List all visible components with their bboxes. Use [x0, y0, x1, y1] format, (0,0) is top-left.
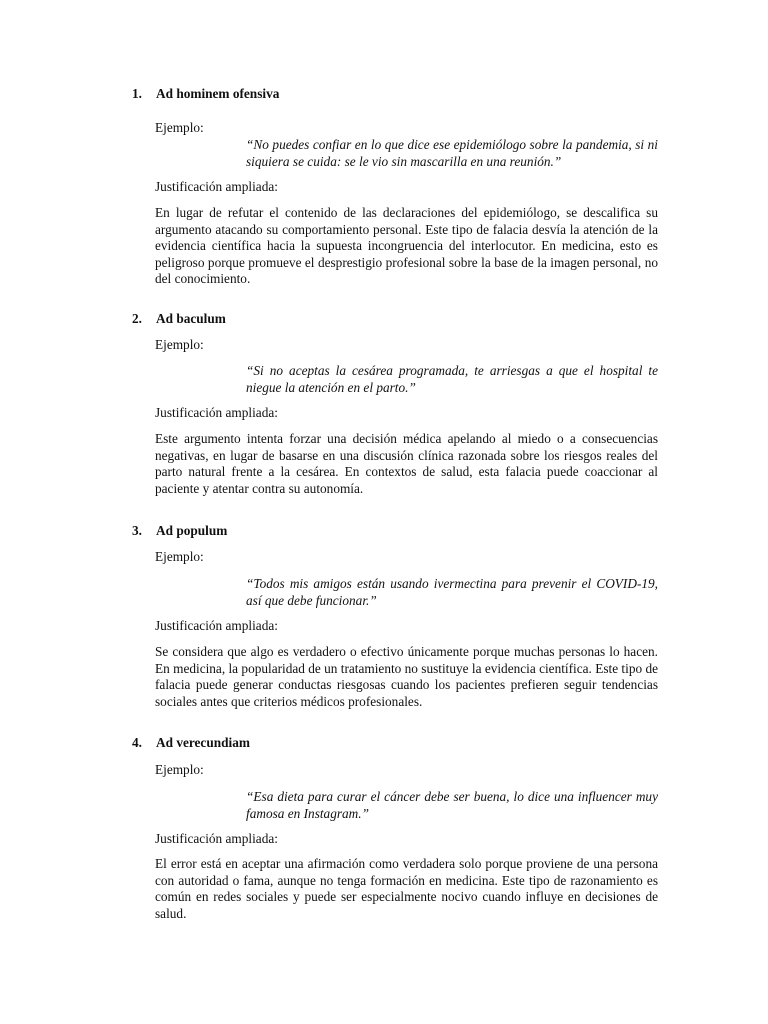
section-heading: [132, 735, 250, 751]
section-title: Ad verecundiam: [156, 735, 250, 750]
section-title: Ad populum: [156, 523, 228, 538]
justification-text: Se considera que algo es verdadero o efectivo únicamente porque muchas personas lo hacen. En medicina, la popularidad de un tratamiento no sustituye la evidencia científica. Este tipo de falacia puede generar conductas riesgosas cuando los pacientes prefieren seguir tendencias sociales antes que criterios médicos profesionales.: [155, 644, 658, 709]
example-quote: “No puedes confiar en lo que dice ese epidemiólogo sobre la pandemia, si ni siquiera se cuida: se le vio sin mascarilla en una reunión.”: [246, 137, 658, 169]
section-heading: [132, 523, 227, 539]
example-label: Ejemplo:: [155, 120, 204, 135]
section-title: Ad baculum: [156, 311, 226, 326]
example-quote: “Esa dieta para curar el cáncer debe ser buena, lo dice una influencer muy famosa en Instagram.”: [246, 789, 658, 821]
example-quote: “Todos mis amigos están usando ivermectina para prevenir el COVID-19, así que debe funcionar.”: [246, 576, 658, 608]
justification-label: Justificación ampliada:: [155, 405, 278, 420]
section-number: 3.: [132, 523, 142, 538]
justification-label: Justificación ampliada:: [155, 618, 278, 633]
section-heading: [132, 311, 226, 327]
example-label: Ejemplo:: [155, 762, 204, 777]
justification-text: El error está en aceptar una afirmación como verdadera solo porque proviene de una persona con autoridad o fama, aunque no tenga formación en medicina. Este tipo de razonamiento es común en redes sociales y puede ser especialmente nocivo cuando influye en decisiones de salud.: [155, 856, 658, 921]
section-number: 2.: [132, 311, 142, 326]
justification-text: Este argumento intenta forzar una decisión médica apelando al miedo o a consecuencias negativas, en lugar de basarse en una discusión clínica razonada sobre los riesgos reales del parto natural frente a la cesárea. En contextos de salud, esta falacia puede coaccionar al paciente y atentar contra su autonomía.: [155, 431, 658, 496]
section-number: 1.: [132, 86, 142, 101]
justification-label: Justificación ampliada:: [155, 831, 278, 846]
example-quote: “Si no aceptas la cesárea programada, te arriesgas a que el hospital te niegue la atención en el parto.”: [246, 363, 658, 395]
example-label: Ejemplo:: [155, 549, 204, 564]
section-heading: [132, 86, 279, 102]
section-number: 4.: [132, 735, 142, 750]
example-label: Ejemplo:: [155, 337, 204, 352]
justification-text: En lugar de refutar el contenido de las declaraciones del epidemiólogo, se descalifica su argumento atacando su comportamiento personal. Este tipo de falacia desvía la atención de la evidencia científica hacia la supuesta incongruencia del interlocutor. En medicina, esto es peligroso porque promueve el desprestigio profesional sobre la base de la imagen personal, no del conocimiento.: [155, 205, 658, 287]
section-title: Ad hominem ofensiva: [156, 86, 280, 101]
justification-label: Justificación ampliada:: [155, 179, 278, 194]
